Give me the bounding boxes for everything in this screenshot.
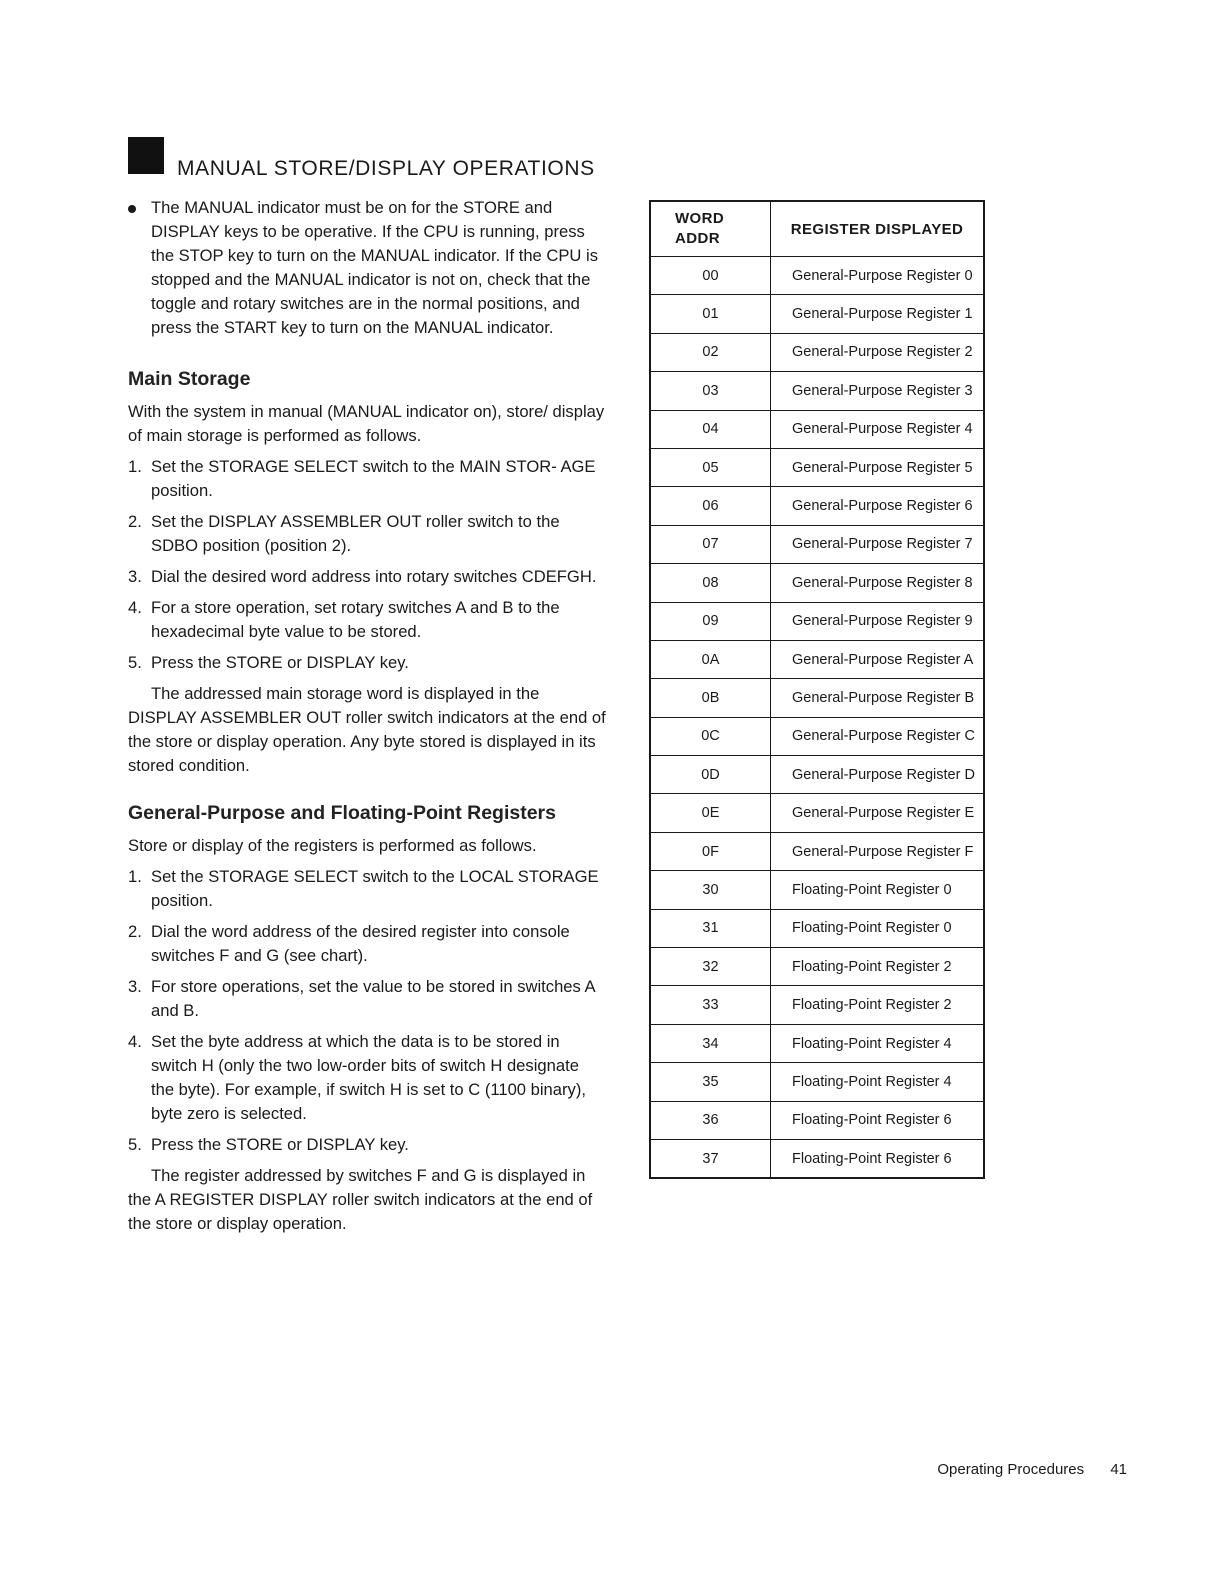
main-storage-closing: The addressed main storage word is displayed in the DISPLAY ASSEMBLER OUT roller switch indicators at the end of the store or display operation. Any byte stored is displayed in its stored condition.	[128, 684, 606, 775]
register-cell: General-Purpose Register 5	[771, 448, 985, 486]
table-row	[650, 525, 984, 563]
table-row	[650, 986, 984, 1024]
register-cell: Floating-Point Register 2	[771, 948, 985, 986]
step-number: 2.	[128, 922, 142, 941]
word-addr-cell: 0E	[650, 794, 771, 832]
section-marker-block	[128, 137, 164, 174]
bullet-text: The MANUAL indicator must be on for the STORE and DISPLAY keys to be operative. If the CPU is running, press the STOP key to turn on the MANUAL indicator. If the CPU is stopped and the MANUAL indicator is not on, check that the toggle and rotary switches are in the normal positions, and press the START key to turn on the MANUAL indicator.	[151, 198, 599, 337]
register-cell: Floating-Point Register 4	[771, 1063, 985, 1101]
register-cell: General-Purpose Register 1	[771, 295, 985, 333]
table-row	[650, 871, 984, 909]
word-addr-cell: 09	[650, 602, 771, 640]
step-text: Press the STORE or DISPLAY key.	[151, 653, 409, 672]
word-addr-cell: 35	[650, 1063, 771, 1101]
table-row	[650, 948, 984, 986]
step-text: Set the STORAGE SELECT switch to the MAIN STOR- AGE position.	[151, 457, 596, 500]
main-storage-steps	[128, 455, 606, 675]
registers-heading: General-Purpose and Floating-Point Registers	[128, 802, 556, 824]
register-cell: General-Purpose Register 9	[771, 602, 985, 640]
step-item	[128, 651, 606, 675]
word-addr-cell: 36	[650, 1101, 771, 1139]
word-addr-cell: 08	[650, 564, 771, 602]
word-addr-cell: 00	[650, 257, 771, 295]
word-addr-cell: 32	[650, 948, 771, 986]
step-number: 4.	[128, 598, 142, 617]
word-addr-cell: 0A	[650, 640, 771, 678]
table-row	[650, 1139, 984, 1178]
table-row	[650, 372, 984, 410]
registers-closing: The register addressed by switches F and G is displayed in the A REGISTER DISPLAY roller switch indicators at the end of the store or display operation.	[128, 1166, 593, 1233]
table-row	[650, 756, 984, 794]
table-row	[650, 1024, 984, 1062]
word-addr-cell: 04	[650, 410, 771, 448]
table-row	[650, 295, 984, 333]
word-addr-cell: 31	[650, 909, 771, 947]
register-cell: Floating-Point Register 6	[771, 1139, 985, 1178]
step-item	[128, 975, 606, 1023]
table-row	[650, 717, 984, 755]
word-addr-cell: 33	[650, 986, 771, 1024]
word-addr-cell: 03	[650, 372, 771, 410]
page-number: 41	[1110, 1461, 1127, 1478]
register-cell: General-Purpose Register 6	[771, 487, 985, 525]
step-text: Set the byte address at which the data is to be stored in switch H (only the two low-order bits of switch H designate the byte). For example, if switch H is set to C (1100 binary), byte zero is selected.	[151, 1032, 586, 1123]
table-row	[650, 333, 984, 371]
register-cell: General-Purpose Register 2	[771, 333, 985, 371]
bullet-icon	[128, 205, 136, 213]
table-row	[650, 679, 984, 717]
table-header-row	[650, 201, 984, 257]
main-storage-heading: Main Storage	[128, 368, 251, 390]
table-row	[650, 487, 984, 525]
register-table-body	[650, 257, 984, 1179]
table-row	[650, 257, 984, 295]
page-footer	[937, 1461, 1127, 1478]
manual-indicator-bullet	[128, 196, 606, 340]
register-cell: General-Purpose Register 0	[771, 257, 985, 295]
word-addr-header	[650, 201, 771, 257]
main-storage-intro: With the system in manual (MANUAL indicator on), store/ display of main storage is performed as follows.	[128, 402, 605, 445]
register-cell: General-Purpose Register 3	[771, 372, 985, 410]
step-number: 2.	[128, 512, 142, 531]
word-addr-cell: 07	[650, 525, 771, 563]
step-number: 1.	[128, 867, 142, 886]
step-item	[128, 455, 606, 503]
word-addr-cell: 30	[650, 871, 771, 909]
step-text: Set the DISPLAY ASSEMBLER OUT roller switch to the SDBO position (position 2).	[151, 512, 560, 555]
step-text: Dial the desired word address into rotary switches CDEFGH.	[151, 567, 597, 586]
register-cell: General-Purpose Register A	[771, 640, 985, 678]
section-title: MANUAL STORE/DISPLAY OPERATIONS	[177, 157, 595, 180]
step-number: 5.	[128, 653, 142, 672]
register-cell: General-Purpose Register C	[771, 717, 985, 755]
step-text: Set the STORAGE SELECT switch to the LOCAL STORAGE position.	[151, 867, 599, 910]
step-item	[128, 565, 606, 589]
table-row	[650, 1063, 984, 1101]
register-cell: General-Purpose Register 7	[771, 525, 985, 563]
word-addr-cell: 0C	[650, 717, 771, 755]
step-number: 1.	[128, 457, 142, 476]
table-row	[650, 564, 984, 602]
table-row	[650, 794, 984, 832]
table-row	[650, 410, 984, 448]
word-addr-cell: 01	[650, 295, 771, 333]
word-addr-cell: 0B	[650, 679, 771, 717]
table-row	[650, 832, 984, 870]
register-cell: General-Purpose Register D	[771, 756, 985, 794]
body-text-column	[128, 196, 606, 1236]
register-cell: General-Purpose Register 4	[771, 410, 985, 448]
register-cell: Floating-Point Register 0	[771, 909, 985, 947]
footer-label: Operating Procedures	[937, 1461, 1085, 1478]
word-addr-cell: 0D	[650, 756, 771, 794]
register-cell: Floating-Point Register 6	[771, 1101, 985, 1139]
table-row	[650, 1101, 984, 1139]
table-row	[650, 602, 984, 640]
register-cell: General-Purpose Register 8	[771, 564, 985, 602]
register-displayed-header: REGISTER DISPLAYED	[771, 201, 985, 257]
step-item	[128, 596, 606, 644]
word-addr-cell: 02	[650, 333, 771, 371]
step-text: Press the STORE or DISPLAY key.	[151, 1135, 409, 1154]
step-text: For store operations, set the value to be stored in switches A and B.	[151, 977, 595, 1020]
registers-steps	[128, 865, 606, 1157]
step-number: 3.	[128, 567, 142, 586]
step-item	[128, 865, 606, 913]
step-item	[128, 510, 606, 558]
word-addr-cell: 0F	[650, 832, 771, 870]
word-addr-cell: 05	[650, 448, 771, 486]
step-item	[128, 1133, 606, 1157]
register-cell: General-Purpose Register F	[771, 832, 985, 870]
register-cell: Floating-Point Register 4	[771, 1024, 985, 1062]
step-text: For a store operation, set rotary switches A and B to the hexadecimal byte value to be stored.	[151, 598, 560, 641]
word-addr-header-line1: WORD	[675, 210, 725, 227]
register-cell: Floating-Point Register 2	[771, 986, 985, 1024]
register-cell: General-Purpose Register B	[771, 679, 985, 717]
register-cell: General-Purpose Register E	[771, 794, 985, 832]
step-number: 4.	[128, 1032, 142, 1051]
registers-intro: Store or display of the registers is performed as follows.	[128, 836, 537, 855]
register-cell: Floating-Point Register 0	[771, 871, 985, 909]
table-row	[650, 448, 984, 486]
step-number: 5.	[128, 1135, 142, 1154]
step-item	[128, 1030, 606, 1126]
step-number: 3.	[128, 977, 142, 996]
step-text: Dial the word address of the desired register into console switches F and G (see chart).	[151, 922, 570, 965]
step-item	[128, 920, 606, 968]
word-addr-header-line2: ADDR	[675, 230, 720, 247]
register-address-table	[649, 200, 985, 1179]
word-addr-cell: 37	[650, 1139, 771, 1178]
word-addr-cell: 34	[650, 1024, 771, 1062]
word-addr-cell: 06	[650, 487, 771, 525]
table-row	[650, 909, 984, 947]
table-row	[650, 640, 984, 678]
